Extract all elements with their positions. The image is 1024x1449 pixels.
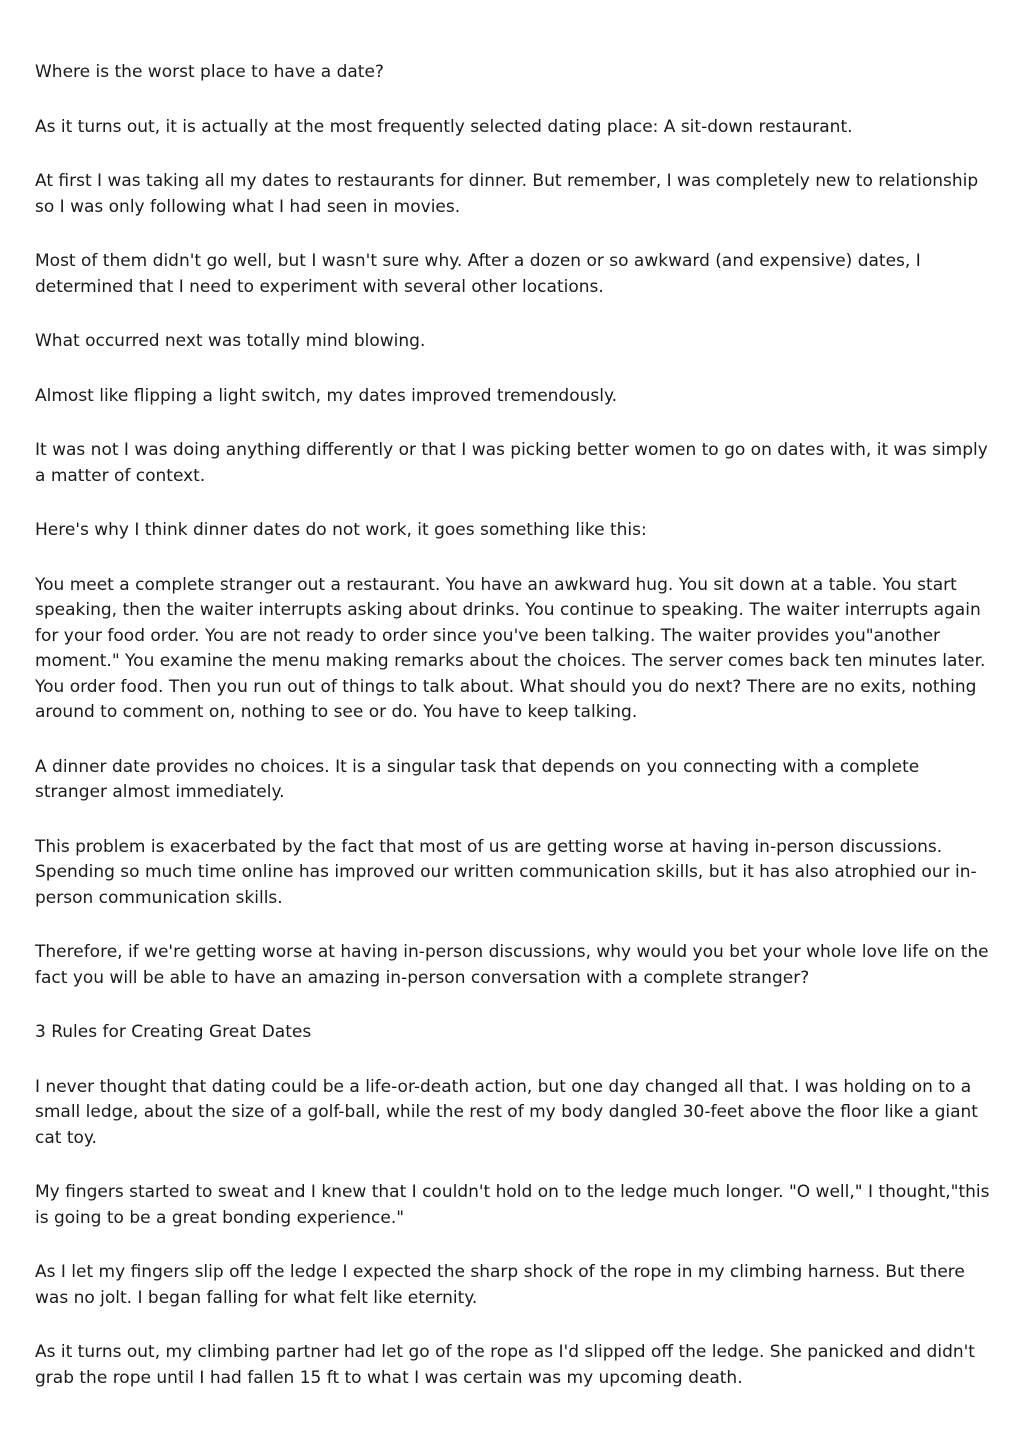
paragraph-8: Here's why I think dinner dates do not work, it goes something like this:	[35, 520, 647, 540]
paragraph-16: As I let my fingers slip off the ledge I expected the sharp shock of the rope in my climbing harness. But there was no jolt. I began falling for what felt like eternity.	[35, 1262, 965, 1308]
paragraph-15: My fingers started to sweat and I knew that I couldn't hold on to the ledge much longer. "O well," I thought,"this is going to be a great bonding experience."	[35, 1182, 990, 1228]
paragraph-4: Most of them didn't go well, but I wasn't sure why. After a dozen or so awkward (and expensive) dates, I determined that I need to experiment with several other locations.	[35, 251, 921, 297]
paragraph-9: You meet a complete stranger out a restaurant. You have an awkward hug. You sit down at a table. You start speaking, then the waiter interrupts asking about drinks. You continue to speaking. The waiter interrupts again for your food order. You are not ready to order since you've been talking. The waiter provides you"another moment." You examine the menu making remarks about the choices. The server comes back ten minutes later. You order food. Then you run out of things to talk about. What should you do next? There are no exits, nothing around to comment on, nothing to see or do. You have to keep talking.	[35, 574, 986, 722]
paragraph-1: Where is the worst place to have a date?	[35, 62, 384, 82]
paragraph-6: Almost like flipping a light switch, my dates improved tremendously.	[35, 385, 618, 406]
paragraph-3: At first I was taking all my dates to restaurants for dinner. But remember, I was completely new to relationship so I was only following what I had seen in movies.	[35, 171, 979, 217]
section-heading: 3 Rules for Creating Great Dates	[35, 1022, 312, 1042]
paragraph-2: As it turns out, it is actually at the most frequently selected dating place: A sit-down restaurant.	[35, 116, 853, 137]
paragraph-14: I never thought that dating could be a life-or-death action, but one day changed all that. I was holding on to a small ledge, about the size of a golf-ball, while the rest of my body dangled 30-feet above the floor like a giant cat toy.	[35, 1076, 978, 1148]
paragraph-17: As it turns out, my climbing partner had let go of the rope as I'd slipped off the ledge. She panicked and didn't grab the rope until I had fallen 15 ft to what I was certain was my upcoming death.	[35, 1342, 975, 1388]
paragraph-12: Therefore, if we're getting worse at having in-person discussions, why would you bet your whole love life on the fact you will be able to have an amazing in-person conversation with a complete stranger?	[35, 942, 989, 988]
paragraph-10: A dinner date provides no choices. It is a singular task that depends on you connecting with a complete stranger almost immediately.	[35, 756, 920, 802]
paragraph-11: This problem is exacerbated by the fact that most of us are getting worse at having in-person discussions. Spending so much time online has improved our written communication skills, but it has also atrophied our in-person communication skills.	[35, 836, 977, 908]
paragraph-5: What occurred next was totally mind blowing.	[35, 331, 426, 351]
paragraph-7: It was not I was doing anything differently or that I was picking better women to go on dates with, it was simply a matter of context.	[35, 440, 988, 486]
